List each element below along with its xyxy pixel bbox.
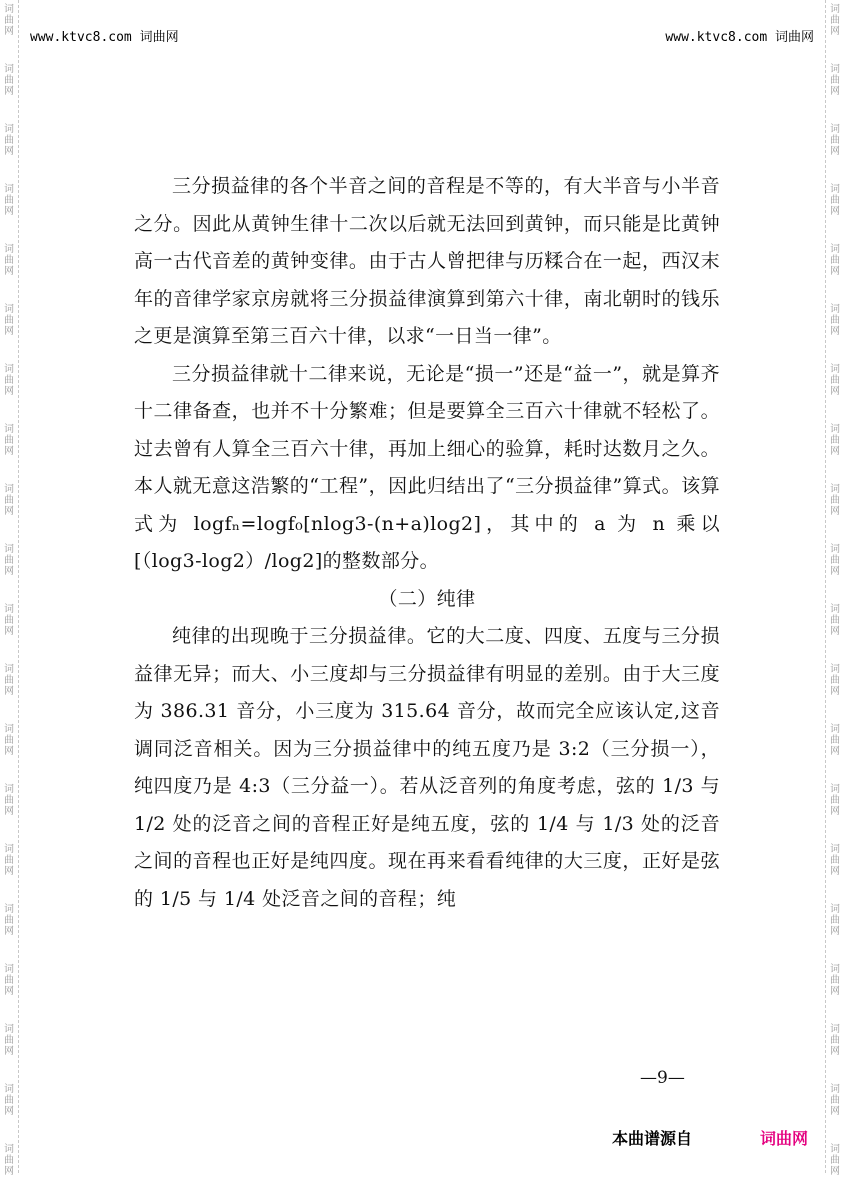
- watermark-glyphs: [3, 784, 15, 817]
- watermark-glyphs: [3, 724, 15, 757]
- watermark-char: 词: [4, 484, 14, 495]
- watermark-char: 网: [830, 1166, 840, 1177]
- watermark-char: 曲: [830, 135, 840, 146]
- watermark-char: 词: [4, 64, 14, 75]
- watermark-char: 词: [830, 424, 840, 435]
- watermark-char: 词: [830, 304, 840, 315]
- watermark-char: 曲: [4, 915, 14, 926]
- watermark-char: 网: [830, 866, 840, 877]
- watermark-glyphs: [829, 244, 841, 277]
- watermark-glyphs: [3, 964, 15, 997]
- watermark-char: 曲: [830, 15, 840, 26]
- watermark-glyphs: [829, 604, 841, 637]
- watermark-glyphs: [829, 1144, 841, 1177]
- right-watermark-strip: [825, 0, 844, 1177]
- page-number: —9—: [640, 1068, 685, 1088]
- watermark-glyphs: [829, 364, 841, 397]
- watermark-char: 曲: [4, 495, 14, 506]
- watermark-char: 曲: [4, 315, 14, 326]
- watermark-char: 网: [830, 626, 840, 637]
- watermark-char: 网: [830, 806, 840, 817]
- watermark-char: 曲: [830, 615, 840, 626]
- watermark-char: 网: [4, 566, 14, 577]
- watermark-glyphs: [3, 1024, 15, 1057]
- watermark-char: 词: [830, 664, 840, 675]
- watermark-char: 网: [830, 506, 840, 517]
- watermark-char: 词: [830, 4, 840, 15]
- watermark-char: 网: [4, 626, 14, 637]
- header-site-right[interactable]: www.ktvc8.com 词曲网: [665, 30, 814, 45]
- watermark-glyphs: [829, 424, 841, 457]
- watermark-char: 曲: [4, 75, 14, 86]
- watermark-glyphs: [829, 64, 841, 97]
- watermark-char: 词: [4, 784, 14, 795]
- watermark-glyphs: [829, 724, 841, 757]
- watermark-char: 曲: [4, 135, 14, 146]
- watermark-char: 词: [830, 784, 840, 795]
- watermark-char: 网: [830, 26, 840, 37]
- watermark-char: 词: [4, 184, 14, 195]
- watermark-char: 词: [4, 1144, 14, 1155]
- watermark-char: 曲: [830, 915, 840, 926]
- watermark-char: 网: [4, 686, 14, 697]
- watermark-char: 曲: [830, 675, 840, 686]
- watermark-char: 网: [4, 266, 14, 277]
- watermark-glyphs: [829, 184, 841, 217]
- watermark-char: 词: [4, 844, 14, 855]
- watermark-glyphs: [3, 64, 15, 97]
- watermark-glyphs: [3, 424, 15, 457]
- watermark-char: 曲: [830, 975, 840, 986]
- watermark-glyphs: [3, 544, 15, 577]
- watermark-glyphs: [3, 664, 15, 697]
- watermark-char: 词: [830, 964, 840, 975]
- watermark-char: 曲: [830, 195, 840, 206]
- watermark-glyphs: [3, 124, 15, 157]
- watermark-glyphs: [829, 784, 841, 817]
- watermark-char: 词: [4, 1084, 14, 1095]
- watermark-char: 曲: [830, 1155, 840, 1166]
- watermark-char: 网: [4, 1166, 14, 1177]
- watermark-char: 词: [4, 904, 14, 915]
- paragraph-3: 纯律的出现晚于三分损益律。它的大二度、四度、五度与三分损益律无异；而大、小三度却与三分损益律有明显的差别。由于大三度为 386.31 音分，小三度为 315.64 音分，故而完全应该认定,这音调同泛音相关。因为三分损益律中的纯五度乃是 3:2（三分损一），纯四度乃是 4:3（三分益一）。若从泛音列的角度考虑，弦的 1/3 与 1/2 处的泛音之间的音程正好是纯五度，弦的 1/4 与 1/3 处的泛音之间的音程也正好是纯四度。现在再来看看纯律的大三度，正好是弦的 1/5 与 1/4 处泛音之间的音程；纯: [134, 625, 720, 910]
- watermark-char: 词: [4, 424, 14, 435]
- watermark-glyphs: [829, 664, 841, 697]
- watermark-glyphs: [3, 844, 15, 877]
- section-heading: （二）纯律: [378, 587, 476, 610]
- watermark-char: 词: [4, 364, 14, 375]
- watermark-char: 网: [4, 1046, 14, 1057]
- watermark-char: 词: [4, 1024, 14, 1035]
- left-watermark-strip: [0, 0, 19, 1177]
- watermark-char: 词: [830, 844, 840, 855]
- footer-site-link[interactable]: 词曲网: [760, 1129, 809, 1148]
- watermark-char: 词: [830, 364, 840, 375]
- watermark-glyphs: [829, 304, 841, 337]
- watermark-char: 词: [830, 64, 840, 75]
- watermark-char: 网: [830, 566, 840, 577]
- watermark-glyphs: [829, 484, 841, 517]
- paragraph-2: 三分损益律就十二律来说，无论是“损一”还是“益一”，就是算齐十二律备查，也并不十分繁难；但是要算全三百六十律就不轻松了。过去曾有人算全三百六十律，再加上细心的验算，耗时达数月之久。本人就无意这浩繁的“工程”，因此归结出了“三分损益律”算式。该算式为 logfₙ=logf₀[nlog3-(n+a)log2]，其中的 a 为 n 乘以[（log3-log2）/log2]的整数部分。: [134, 362, 720, 572]
- watermark-char: 曲: [4, 375, 14, 386]
- watermark-char: 网: [4, 866, 14, 877]
- watermark-char: 词: [4, 244, 14, 255]
- watermark-char: 网: [830, 686, 840, 697]
- watermark-char: 曲: [4, 1095, 14, 1106]
- watermark-glyphs: [3, 604, 15, 637]
- watermark-char: 网: [830, 1046, 840, 1057]
- watermark-char: 曲: [830, 795, 840, 806]
- watermark-char: 曲: [830, 1095, 840, 1106]
- watermark-char: 曲: [830, 1035, 840, 1046]
- watermark-char: 网: [4, 986, 14, 997]
- watermark-char: 网: [4, 446, 14, 457]
- watermark-char: 网: [830, 206, 840, 217]
- watermark-glyphs: [829, 964, 841, 997]
- watermark-char: 网: [830, 446, 840, 457]
- watermark-char: 词: [4, 724, 14, 735]
- watermark-glyphs: [829, 904, 841, 937]
- watermark-char: 曲: [4, 195, 14, 206]
- watermark-char: 词: [830, 604, 840, 615]
- watermark-glyphs: [3, 1084, 15, 1117]
- watermark-char: 曲: [4, 555, 14, 566]
- watermark-char: 词: [4, 664, 14, 675]
- watermark-char: 网: [4, 1106, 14, 1117]
- watermark-glyphs: [829, 844, 841, 877]
- watermark-char: 曲: [830, 855, 840, 866]
- watermark-char: 曲: [4, 675, 14, 686]
- watermark-char: 网: [4, 26, 14, 37]
- watermark-glyphs: [3, 304, 15, 337]
- watermark-char: 网: [4, 206, 14, 217]
- watermark-char: 词: [830, 184, 840, 195]
- watermark-char: 曲: [830, 75, 840, 86]
- watermark-char: 曲: [830, 315, 840, 326]
- watermark-char: 曲: [830, 435, 840, 446]
- watermark-char: 词: [830, 1144, 840, 1155]
- watermark-glyphs: [3, 244, 15, 277]
- watermark-char: 曲: [4, 1035, 14, 1046]
- paragraph-1: 三分损益律的各个半音之间的音程是不等的，有大半音与小半音之分。因此从黄钟生律十二次以后就无法回到黄钟，而只能是比黄钟高一古代音差的黄钟变律。由于古人曾把律与历糅合在一起，西汉末年的音律学家京房就将三分损益律演算到第六十律，南北朝时的钱乐之更是演算至第三百六十律，以求“一日当一律”。: [134, 175, 720, 347]
- watermark-char: 网: [4, 386, 14, 397]
- watermark-char: 曲: [4, 435, 14, 446]
- watermark-char: 曲: [830, 255, 840, 266]
- watermark-glyphs: [3, 184, 15, 217]
- watermark-glyphs: [3, 364, 15, 397]
- watermark-char: 网: [830, 326, 840, 337]
- watermark-char: 网: [4, 506, 14, 517]
- watermark-char: 曲: [830, 735, 840, 746]
- watermark-glyphs: [3, 4, 15, 37]
- watermark-char: 词: [830, 904, 840, 915]
- watermark-char: 曲: [4, 15, 14, 26]
- watermark-char: 网: [4, 926, 14, 937]
- watermark-char: 网: [830, 986, 840, 997]
- watermark-char: 词: [830, 124, 840, 135]
- watermark-char: 曲: [4, 615, 14, 626]
- header-site-left[interactable]: www.ktvc8.com 词曲网: [30, 30, 179, 45]
- watermark-char: 词: [4, 964, 14, 975]
- watermark-char: 曲: [830, 495, 840, 506]
- watermark-char: 网: [4, 86, 14, 97]
- watermark-char: 词: [830, 724, 840, 735]
- watermark-char: 网: [830, 266, 840, 277]
- watermark-glyphs: [3, 904, 15, 937]
- watermark-char: 网: [830, 746, 840, 757]
- watermark-char: 网: [4, 326, 14, 337]
- footer-source-label: 本曲谱源自: [612, 1129, 693, 1148]
- watermark-char: 网: [830, 86, 840, 97]
- watermark-char: 网: [4, 806, 14, 817]
- watermark-char: 曲: [4, 1155, 14, 1166]
- watermark-char: 曲: [830, 375, 840, 386]
- watermark-char: 网: [830, 146, 840, 157]
- watermark-char: 词: [4, 304, 14, 315]
- watermark-glyphs: [829, 544, 841, 577]
- watermark-glyphs: [829, 124, 841, 157]
- watermark-char: 曲: [4, 735, 14, 746]
- watermark-char: 词: [4, 4, 14, 15]
- watermark-char: 网: [830, 386, 840, 397]
- watermark-char: 词: [4, 604, 14, 615]
- watermark-char: 网: [830, 1106, 840, 1117]
- watermark-char: 曲: [4, 975, 14, 986]
- article-body: [134, 168, 720, 918]
- watermark-char: 词: [830, 1024, 840, 1035]
- watermark-char: 词: [830, 244, 840, 255]
- watermark-char: 曲: [4, 255, 14, 266]
- watermark-char: 词: [4, 124, 14, 135]
- watermark-char: 曲: [4, 855, 14, 866]
- watermark-char: 曲: [830, 555, 840, 566]
- watermark-glyphs: [3, 1144, 15, 1177]
- watermark-glyphs: [829, 1024, 841, 1057]
- watermark-char: 词: [830, 484, 840, 495]
- watermark-char: 网: [4, 746, 14, 757]
- watermark-char: 词: [830, 544, 840, 555]
- watermark-glyphs: [829, 4, 841, 37]
- watermark-char: 网: [4, 146, 14, 157]
- watermark-char: 词: [4, 544, 14, 555]
- watermark-char: 词: [830, 1084, 840, 1095]
- watermark-char: 曲: [4, 795, 14, 806]
- watermark-glyphs: [3, 484, 15, 517]
- watermark-char: 网: [830, 926, 840, 937]
- watermark-glyphs: [829, 1084, 841, 1117]
